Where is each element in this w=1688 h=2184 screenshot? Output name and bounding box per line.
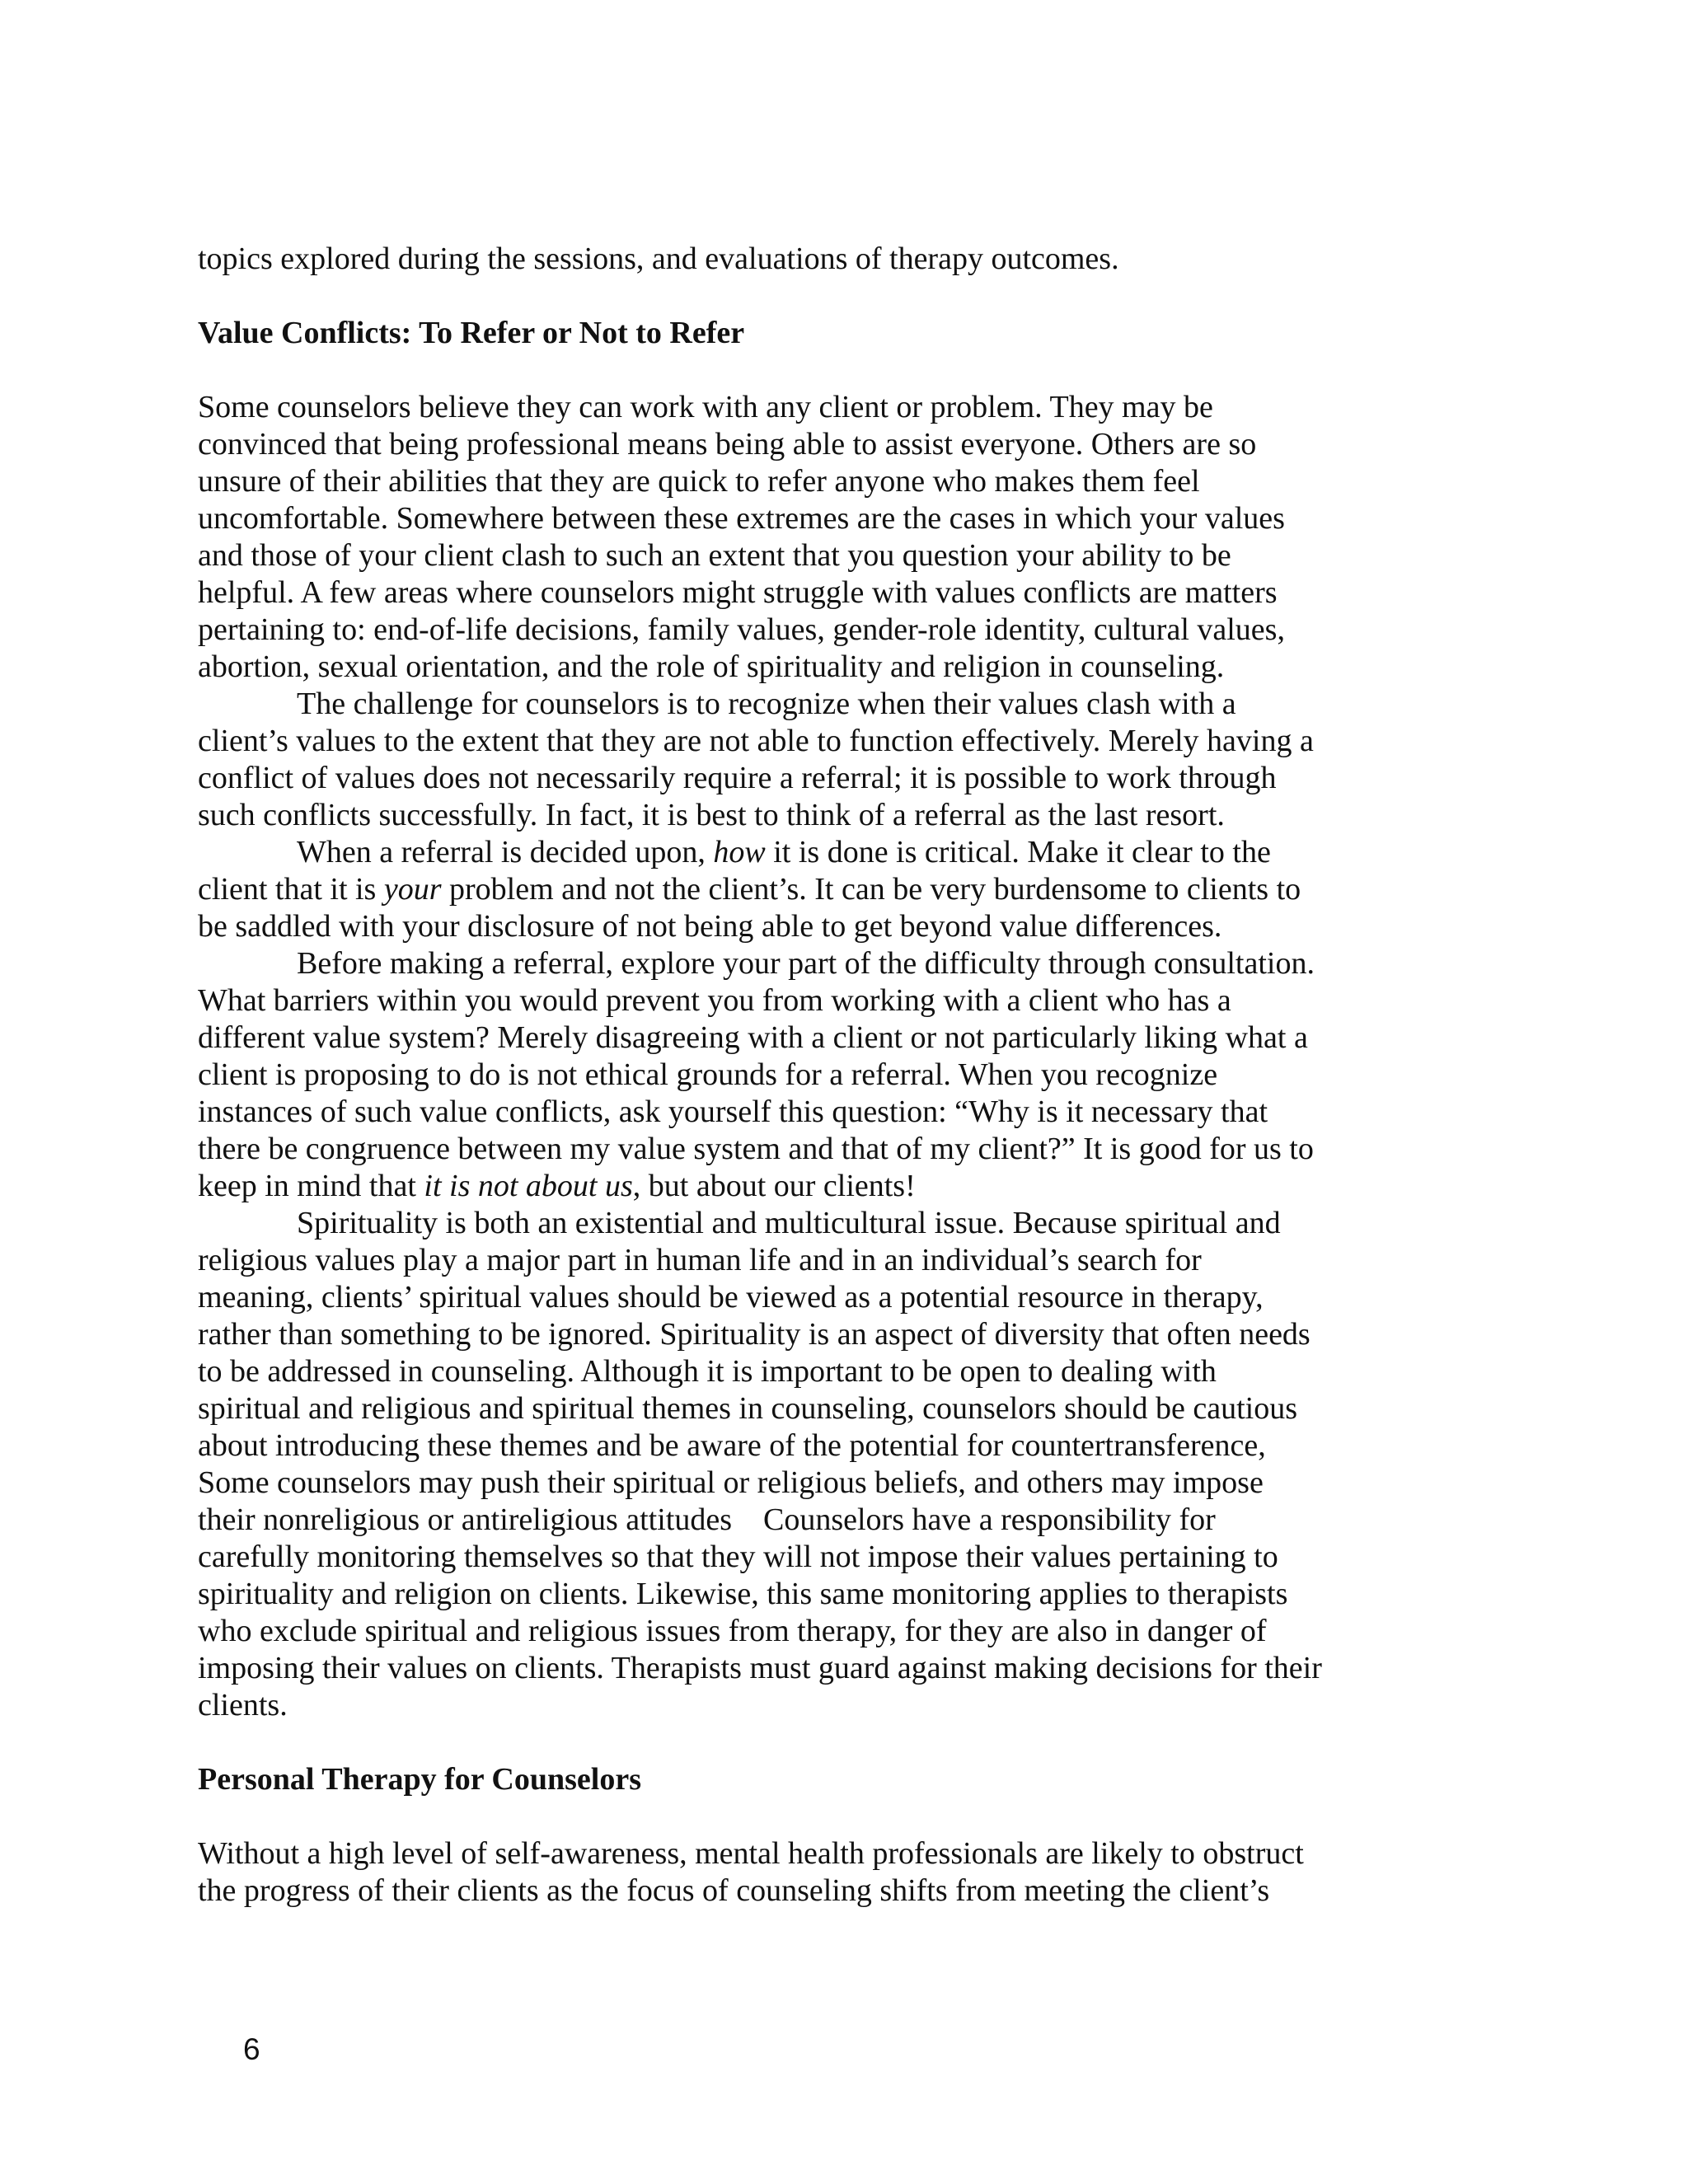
spacer [198,1798,1409,1835]
text-line: abortion, sexual orientation, and the role of spirituality and religion in counseling. [198,649,1225,684]
paragraph-referral-how [198,834,1409,945]
emphasis: your [383,872,442,907]
text-line: instances of such value conflicts, ask yourself this question: “Why is it necessary that [198,1094,1268,1129]
text-line: to be addressed in counseling. Although it is important to be open to dealing with [198,1354,1217,1389]
section-heading-personal-therapy: Personal Therapy for Counselors [198,1762,641,1797]
opening-line: topics explored during the sessions, and evaluations of therapy outcomes. [198,241,1119,276]
text-line: helpful. A few areas where counselors might struggle with values conflicts are matters [198,575,1278,610]
paragraph-before-referral [198,945,1409,1205]
emphasis: it is not about us [424,1169,633,1203]
text-line: client’s values to the extent that they are not able to function effectively. Merely having a [198,724,1314,758]
paragraph-challenge [198,686,1409,834]
text-run: problem and not the client’s. It can be very burdensome to clients to [441,872,1301,907]
text-line [198,834,1409,871]
document-body [198,241,1409,1910]
text-line: the progress of their clients as the focus of counseling shifts from meeting the client’s [198,1873,1270,1908]
text-line: and those of your client clash to such an extent that you question your ability to be [198,538,1231,573]
text-run: it is done is critical. Make it clear to the [765,835,1271,869]
spacer [198,278,1409,315]
section-heading-value-conflicts: Value Conflicts: To Refer or Not to Refer [198,316,745,350]
text-run: When a referral is decided upon, [297,835,714,869]
text-line: meaning, clients’ spiritual values should be viewed as a potential resource in therapy, [198,1280,1264,1315]
text-line: pertaining to: end-of-life decisions, family values, gender-role identity, cultural values, [198,612,1285,647]
text-line: What barriers within you would prevent you from working with a client who has a [198,983,1231,1018]
text-line: such conflicts successfully. In fact, it is best to think of a referral as the last resort. [198,798,1225,832]
text-line [198,871,1409,908]
text-line: different value system? Merely disagreeing with a client or not particularly liking what a [198,1020,1308,1055]
paragraph-value-conflicts-intro [198,389,1409,686]
text-line: carefully monitoring themselves so that they will not impose their values pertaining to [198,1540,1278,1574]
text-run: , but about our clients! [632,1169,916,1203]
text-line: clients. [198,1688,288,1722]
text-line: who exclude spiritual and religious issues from therapy, for they are also in danger of [198,1614,1267,1648]
paragraph-self-awareness [198,1835,1409,1910]
text-line: conflict of values does not necessarily require a referral; it is possible to work through [198,761,1277,795]
text-run: client that it is [198,872,384,907]
text-line: spirituality and religion on clients. Likewise, this same monitoring applies to therapists [198,1577,1288,1611]
spacer [198,1724,1409,1761]
text-line: Without a high level of self-awareness, mental health professionals are likely to obstruct [198,1836,1304,1871]
text-line: be saddled with your disclosure of not being able to get beyond value differences. [198,909,1222,944]
text-line: imposing their values on clients. Therapists must guard against making decisions for their [198,1651,1322,1685]
paragraph-spirituality [198,1205,1409,1724]
text-line: there be congruence between my value system and that of my client?” It is good for us to [198,1132,1314,1166]
text-line: uncomfortable. Somewhere between these extremes are the cases in which your values [198,501,1285,536]
text-run: keep in mind that [198,1169,424,1203]
text-line: Spirituality is both an existential and multicultural issue. Because spiritual and [297,1206,1281,1240]
text-line: The challenge for counselors is to recognize when their values clash with a [297,687,1236,721]
page-number: 6 [243,2032,260,2066]
text-line: Some counselors believe they can work with any client or problem. They may be [198,390,1213,424]
text-line: rather than something to be ignored. Spirituality is an aspect of diversity that often needs [198,1317,1311,1352]
text-line: unsure of their abilities that they are quick to refer anyone who makes them feel [198,464,1200,499]
text-line [198,1168,1409,1205]
emphasis: how [713,835,766,869]
text-line: about introducing these themes and be aware of the potential for countertransference, [198,1428,1266,1463]
spacer [198,352,1409,389]
text-line: Some counselors may push their spiritual or religious beliefs, and others may impose [198,1465,1264,1500]
text-line: convinced that being professional means being able to assist everyone. Others are so [198,427,1257,462]
text-line: Before making a referral, explore your part of the difficulty through consultation. [297,946,1315,981]
text-line: religious values play a major part in human life and in an individual’s search for [198,1243,1202,1277]
text-line: client is proposing to do is not ethical grounds for a referral. When you recognize [198,1057,1218,1092]
text-line: spiritual and religious and spiritual themes in counseling, counselors should be cautious [198,1391,1297,1426]
text-line: their nonreligious or antireligious attitudes Counselors have a responsibility for [198,1502,1216,1537]
